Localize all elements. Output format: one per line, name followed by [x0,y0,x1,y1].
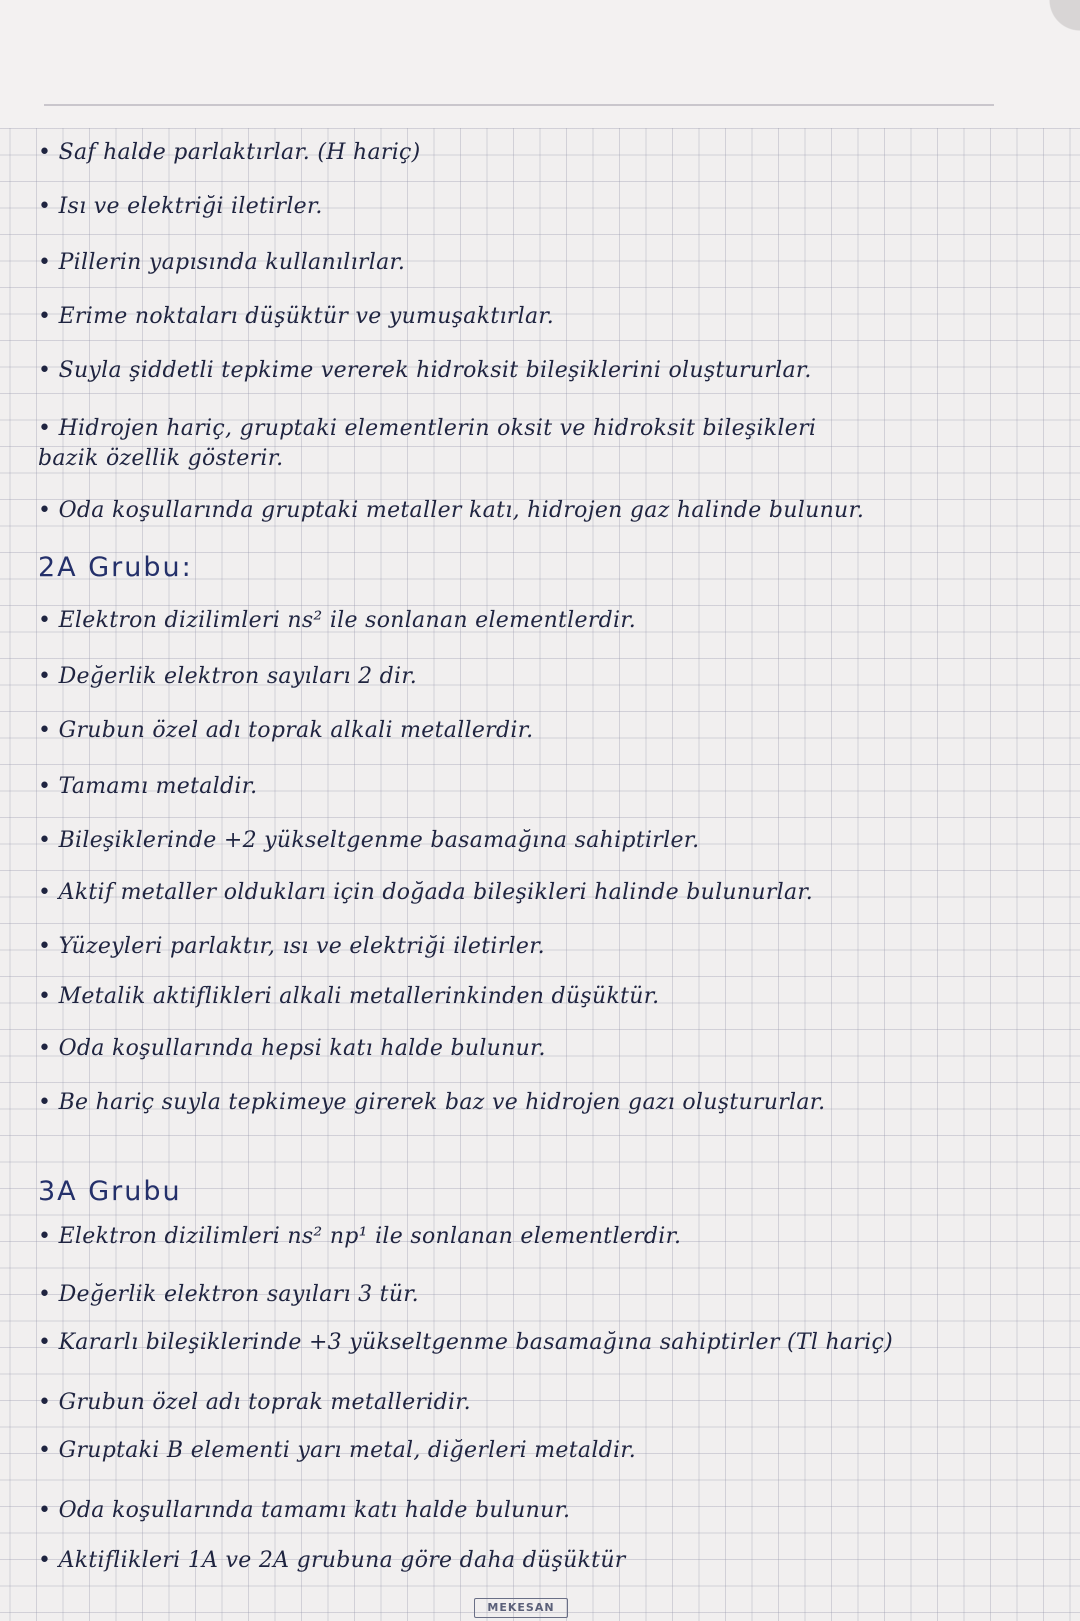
note-line: • Hidrojen hariç, gruptaki elementlerin oksit ve hidroksit bileşikleri [38,416,817,441]
note-line-continued: bazik özellik gösterir. [38,446,284,471]
note-line: • Elektron dizilimleri ns² ile sonlanan elementlerdir. [38,608,637,633]
note-line: • Yüzeyleri parlaktır, ısı ve elektriği iletirler. [38,934,545,959]
note-line: • Kararlı bileşiklerinde +3 yükseltgenme basamağına sahiptirler (Tl hariç) [38,1330,893,1355]
note-line: • Değerlik elektron sayıları 2 dir. [38,664,418,689]
note-line: • Pillerin yapısında kullanılırlar. [38,250,406,275]
note-line: • Tamamı metaldir. [38,774,258,799]
note-line: • Be hariç suyla tepkimeye girerek baz ve hidrojen gazı oluştururlar. [38,1090,826,1115]
section-heading-3a: 3A Grubu [38,1176,182,1207]
notebook-brand-logo: MEKESAN [474,1598,568,1618]
note-line: • Metalik aktiflikleri alkali metallerinkinden düşüktür. [38,984,660,1009]
note-line: • Elektron dizilimleri ns² np¹ ile sonlanan elementlerdir. [38,1224,682,1249]
note-line: • Aktiflikleri 1A ve 2A grubuna göre daha düşüktür [38,1548,626,1573]
note-line: • Oda koşullarında hepsi katı halde bulunur. [38,1036,546,1061]
note-line: • Bileşiklerinde +2 yükseltgenme basamağına sahiptirler. [38,828,700,853]
note-line: • Isı ve elektriği iletirler. [38,194,323,219]
note-line: • Gruptaki B elementi yarı metal, diğerleri metaldir. [38,1438,637,1463]
note-line: • Suyla şiddetli tepkime vererek hidroksit bileşiklerini oluştururlar. [38,358,812,383]
note-line: • Oda koşullarında gruptaki metaller katı, hidrojen gaz halinde bulunur. [38,498,865,523]
note-line: • Grubun özel adı toprak alkali metallerdir. [38,718,534,743]
note-line: • Grubun özel adı toprak metalleridir. [38,1390,471,1415]
note-line: • Oda koşullarında tamamı katı halde bulunur. [38,1498,571,1523]
note-line: • Değerlik elektron sayıları 3 tür. [38,1282,419,1307]
note-line: • Saf halde parlaktırlar. (H hariç) [38,140,421,165]
note-line: • Erime noktaları düşüktür ve yumuşaktırlar. [38,304,555,329]
section-heading-2a: 2A Grubu: [38,552,193,583]
note-line: • Aktif metaller oldukları için doğada bileşikleri halinde bulunurlar. [38,880,814,905]
